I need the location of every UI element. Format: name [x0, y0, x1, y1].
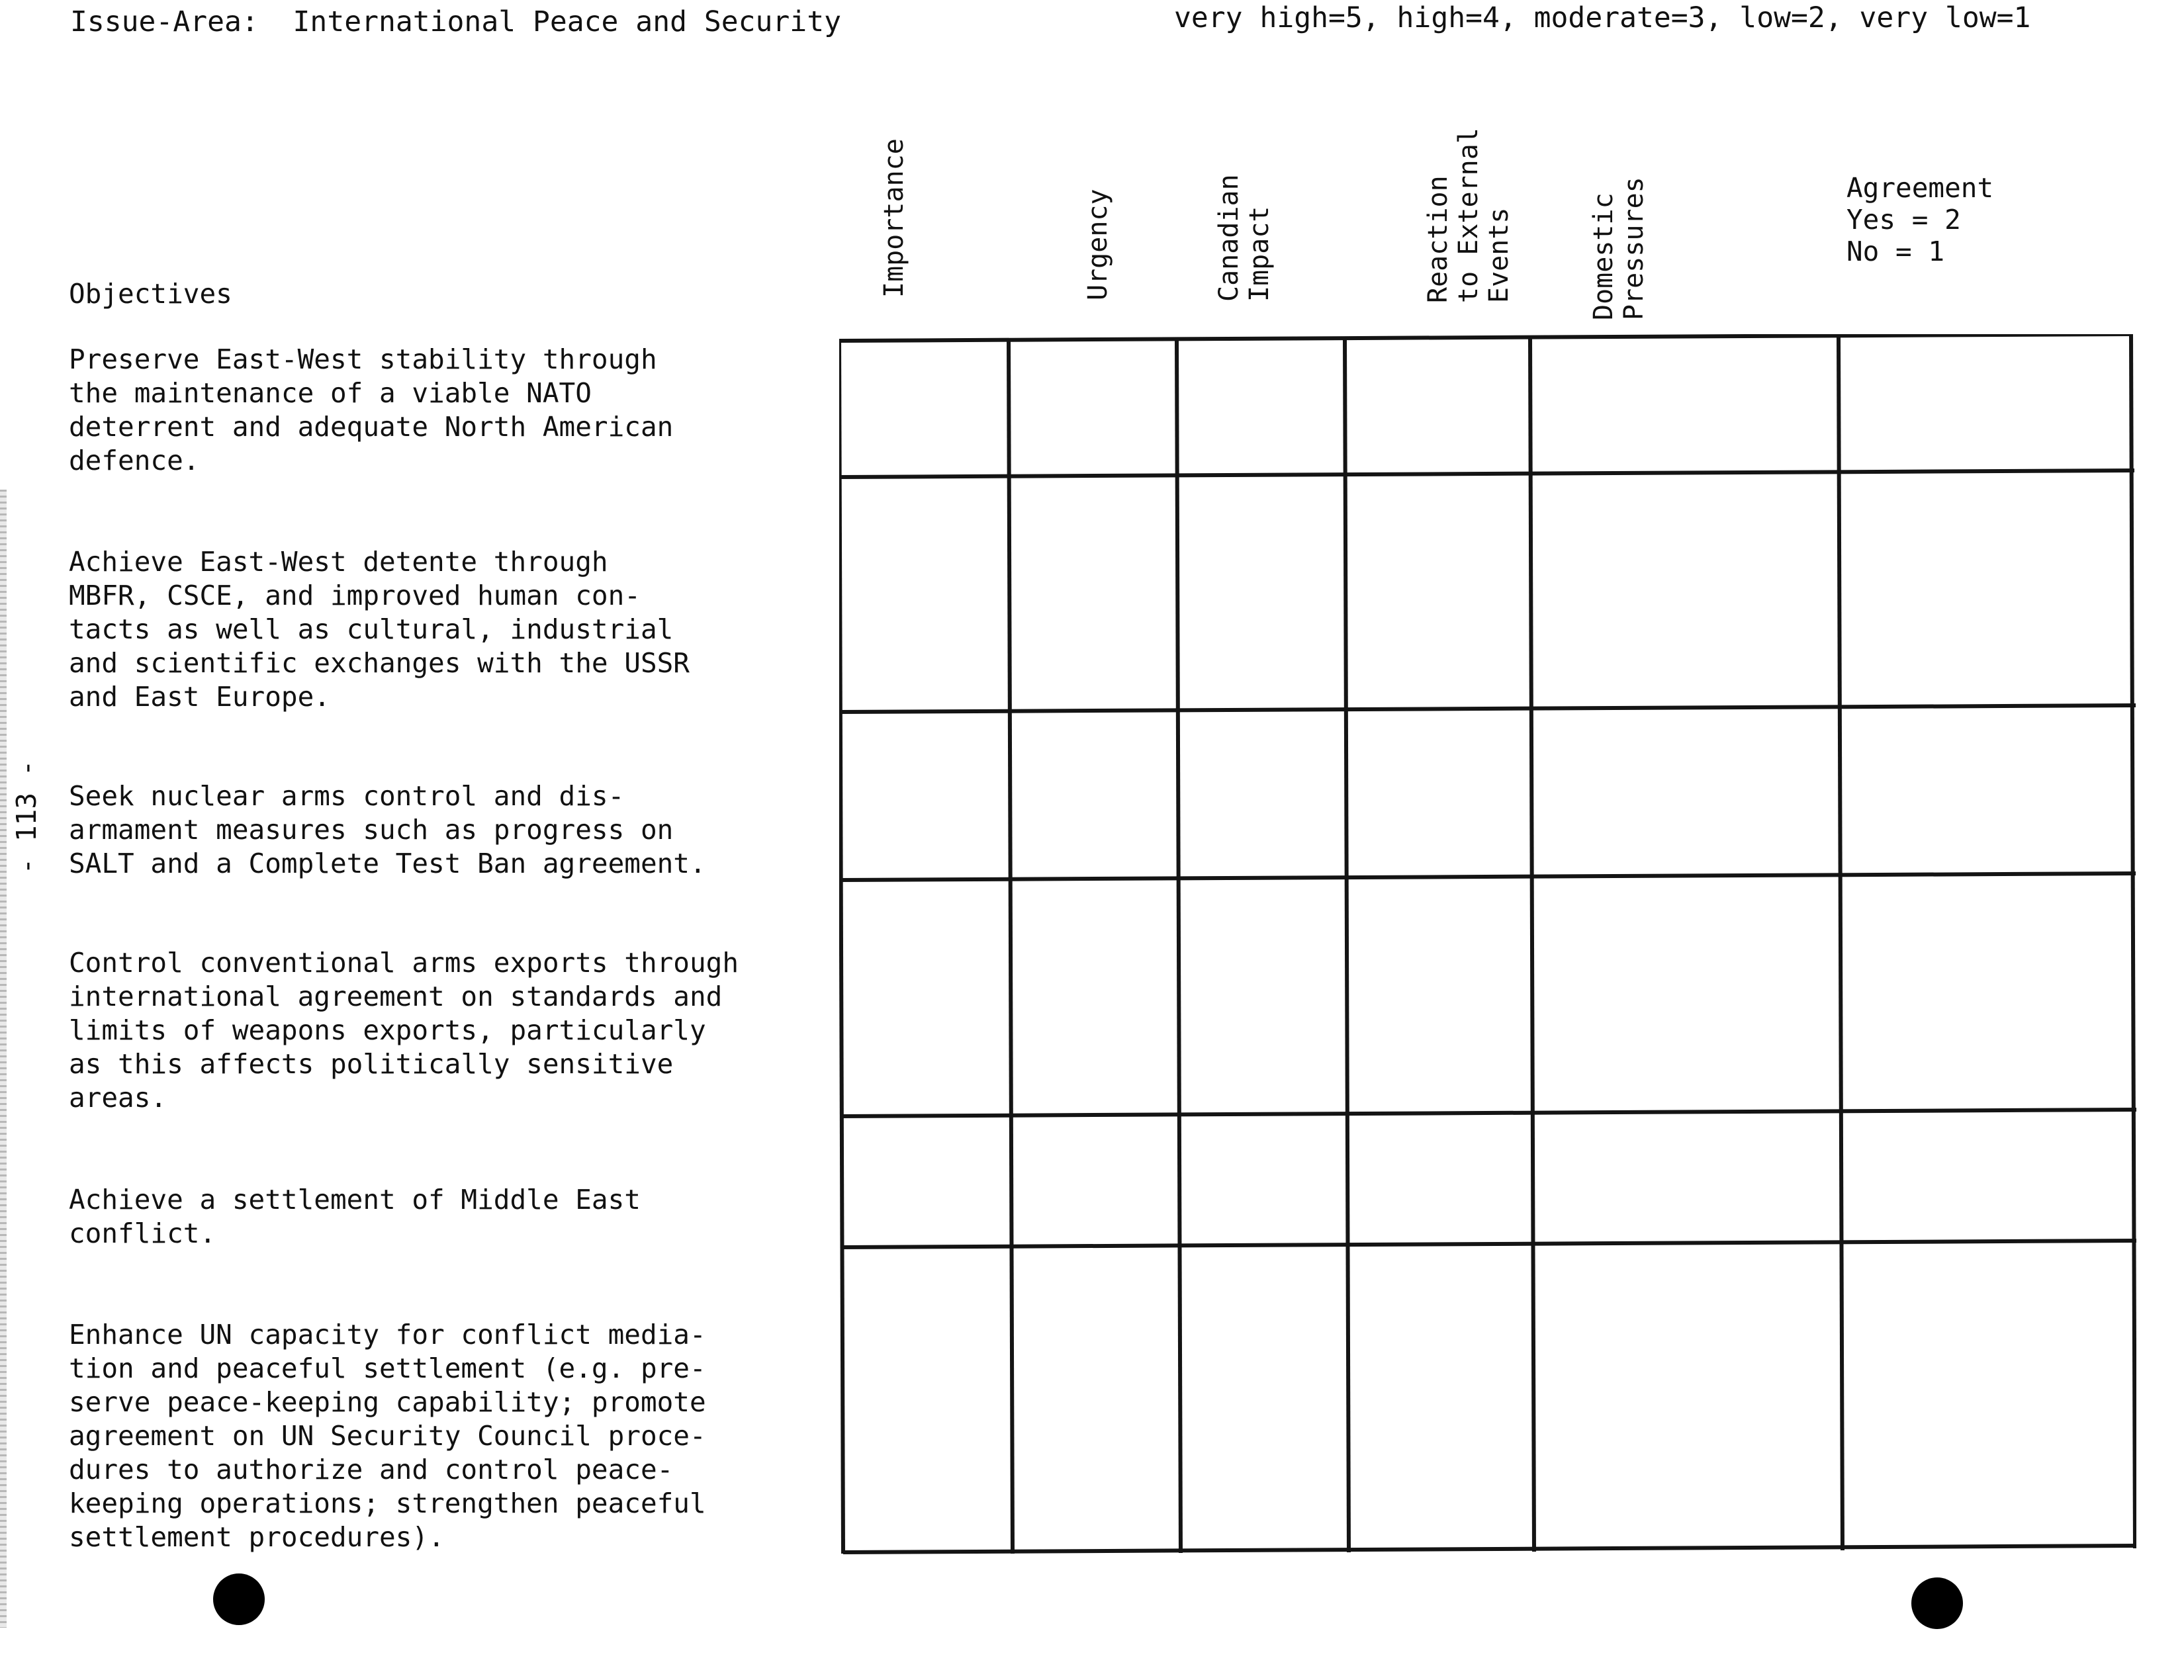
grid-column-line — [1345, 338, 1349, 1552]
page-number — [11, 754, 70, 880]
grid-column-line — [1009, 339, 1013, 1554]
objective-conventional-arms-exports: Control conventional arms exports through international agreement on standards and limits of weapons exports, particularly as this affects politically sensitive areas. — [69, 947, 739, 1114]
grid-row-line — [842, 1241, 2136, 1247]
grid-row-line — [842, 1110, 2136, 1116]
punch-hole-right — [1911, 1577, 1963, 1629]
grid-column-line — [1839, 336, 1843, 1550]
grid-row-line — [843, 1546, 2136, 1552]
scanned-page-edge — [0, 490, 7, 1628]
column-header-reaction-to-external-events: Reaction to External Events — [1423, 128, 1514, 303]
grid-row-line — [839, 470, 2134, 477]
column-header-urgency: Urgency — [1083, 189, 1113, 300]
objectives-heading: Objectives — [69, 278, 232, 310]
grid-row-line — [839, 334, 2133, 341]
objective-nato-stability: Preserve East-West stability through the maintenance of a viable NATO deterrent and adequate North American defence. — [69, 343, 674, 476]
objective-east-west-detente: Achieve East-West detente through MBFR, CSCE, and improved human con- tacts as well as cultural, industrial and scientific exchanges with the USSR and East Europe. — [69, 546, 690, 713]
grid-row-line — [841, 705, 2136, 712]
punch-hole-left — [213, 1573, 265, 1625]
column-header-agreement: Agreement Yes = 2 No = 1 — [1846, 172, 1994, 267]
column-header-domestic-pressures: Domestic Pressures — [1588, 177, 1649, 320]
grid-column-line — [1177, 339, 1181, 1553]
page-number-text: - 113 - — [11, 760, 42, 875]
grid-column-line — [1530, 337, 1534, 1552]
column-header-canadian-impact: Canadian Impact — [1214, 174, 1275, 302]
objective-un-capacity: Enhance UN capacity for conflict media- tion and peaceful settlement (e.g. pre- serve peace-keeping capability; promote agreement on UN Security Council proce- dures to authorize and control peace- keeping operations; strengthen peaceful settlement procedures). — [69, 1319, 706, 1553]
objective-middle-east-settlement: Achieve a settlement of Middle East conflict. — [69, 1184, 641, 1249]
grid-column-line — [2131, 334, 2135, 1548]
rating-grid — [839, 334, 2136, 1556]
grid-row-line — [841, 873, 2136, 880]
grid-column-line — [839, 339, 843, 1554]
objective-nuclear-arms-control: Seek nuclear arms control and dis- armament measures such as progress on SALT and a Complete Test Ban agreement. — [69, 780, 706, 879]
rating-scale-legend: very high=5, high=4, moderate=3, low=2, very low=1 — [1174, 1, 2031, 34]
issue-area-title: Issue-Area: International Peace and Security — [70, 5, 841, 38]
column-header-importance: Importance — [879, 138, 909, 298]
